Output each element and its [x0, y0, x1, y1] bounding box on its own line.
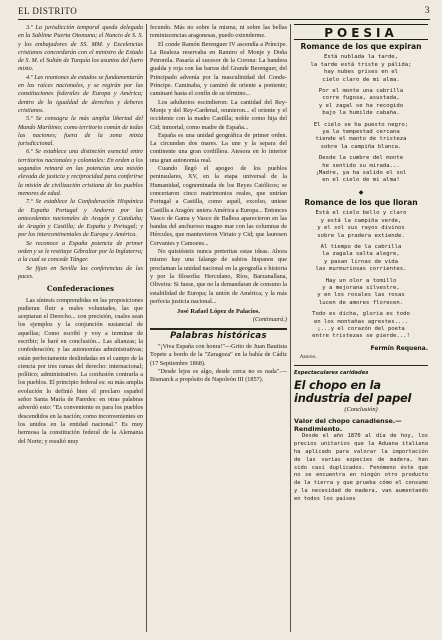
article-headline: El chopo en la industria del papel	[294, 377, 412, 405]
verse-line: y en los rosales las rosas	[317, 292, 405, 299]
verse-line: ¡...y el corazón del poeta	[317, 326, 405, 333]
diamond-ornament-icon: ◆	[358, 189, 364, 196]
verse-line: cielo claro de mi alma.	[322, 76, 400, 83]
stanza	[294, 278, 428, 308]
column-1	[18, 24, 143, 632]
verse-line: y está la campiña verde,	[320, 217, 402, 224]
verse-line: y el zagal se ha recogido	[318, 102, 404, 109]
stanza	[294, 54, 428, 84]
article-paragraph: fecundo. Más no sobre la misma, ni sobre las bellas reminiscencias aragonesas, puedo extenderme.	[150, 24, 287, 40]
poem-2-title: Romance de los que lloran	[304, 198, 418, 208]
verse-line: tiende el manto de tristeza	[315, 136, 407, 143]
article-paragraph: Cuando llegó el apogeo de los pueblos peninsulares, XV, en la etapa universal de la Humanidad, cognominada de los Reyes Católicos; se concertaron cinco matrimonios reales, que unirían Portugal a Castilla, como aquél, excelso, uniese Castilla a Aragón: uniera América a Europa... Entonces Vasco de Gama y Vasco de Balboa aparecieron en las bandas del anchuroso magno mar con las columnas de Hércules, que mantuvieron Viriato y Cid; que lauresen Cervantes y Camoens...	[150, 165, 287, 247]
verse-line: ya la tempestad cercana	[322, 128, 400, 135]
verse-line: Por el monte una cabrilla	[318, 87, 404, 94]
article-lead: Valor del chopo canadiense.—Rendimiento.	[294, 417, 402, 434]
verse-line: la zagala salta alegre,	[322, 251, 400, 258]
verse-line: Desde la cumbre del monte	[318, 155, 404, 162]
stanza	[294, 122, 428, 152]
verse-line: Está el cielo bello y claro	[315, 210, 407, 217]
verse-line: y a mejorana silvestre,	[322, 285, 400, 292]
historic-quote: "¡Viva España con honra!"—Grito de Juan Bautista Topete a bordo de la "Zaragoza" en la bahía de Cádiz (17 Septiembre 1868).	[150, 342, 287, 367]
proposition-3: 3.º La jurisdicción temporal queda delegada en la Sublime Puerta Otomana; el Nuncio de S. S. y los embajadores de SS. MM. y Excelencias cristianos concordarán con el ministro de Estado de S. M. el Sultán de Turquía los asuntos del fuero mixto.	[18, 24, 143, 73]
poem-1-title: Romance de los que expiran	[300, 42, 422, 51]
verse-line: sobre la pradera extiende.	[317, 232, 405, 239]
stanza	[294, 155, 428, 185]
verse-line: en el cielo de mi alma!	[322, 177, 400, 184]
article-body: Desde el año 1870 al día de hoy, los precios unitarios que la Aduana italiana ha aplicado para valorar la importación de las varias especies de madera, han sido casi duplicados. Fenómeno éste que no se encuentra en ningún otro producto de la tierra y que prueba cómo el consumo y la necesidad de madera, van aumentando en todos los países	[294, 433, 428, 502]
column-divider	[146, 24, 147, 632]
article-subhead: (Conclusión)	[344, 405, 378, 413]
verse-line: entre tristezas se pierde...!	[312, 333, 410, 340]
poesia-banner	[294, 24, 428, 40]
column-divider	[290, 24, 291, 632]
poem-place: Azores.	[300, 355, 317, 361]
verse-line: en los montañas agrestes....	[313, 318, 409, 325]
header-rule	[18, 19, 430, 20]
article-paragraph: El conde Ramón Berenguer IV ascendía a Príncipe. La Realeza reservaba en Ramiro el Monje y Doña Petronila. Pasaría al sucesor de la Corona: La bandera gualda y roja con las barras del Grande Berenguer, del Principado advenía por la masculinidad del Conde-Príncipe. Caminaba, y caminó de oriente a poniente; caminaré hasta el confín de su término...	[150, 40, 287, 98]
article-paragraph: No quisiésteis nunca preteritas estas ideas. Ahora mismo hay una falange de sabios hispanos que proclaman la unidad nacional en la geografía e historia y por la filosofía: Herculano, Ríos, Barzanallana, Oliveira: Si fuese, que no la demandaran de consuno la estabilidad de Europa; la unión de América; y la más perfecta justicia nacional...	[150, 248, 287, 305]
verse-line: y el sol sus rayos divinos	[317, 225, 405, 232]
stanza	[294, 88, 428, 118]
verse-line: y pasan lirnas de vida	[323, 258, 399, 265]
verse-line: corre fugosa, asustada,	[322, 95, 400, 102]
article-kicker: Espectaculares caridades	[294, 370, 369, 377]
page-number: 3	[424, 6, 430, 16]
masthead-title: EL DISTRITO	[18, 6, 78, 16]
verse-line: Al tiempo de la cabrilla	[320, 244, 402, 251]
poet-signature: Fermín Requena.	[370, 344, 428, 352]
section-divider	[294, 365, 428, 366]
author-signature: José Rafael López de Palacios.	[177, 308, 260, 316]
verse-line: Todo es dicha, gloria es todo	[312, 311, 410, 318]
proposition-5: 5.º Se consagra la más amplia libertad del Mundo Marítimo; como territorio común de todas las naciones; fuera de la zona mixta jurisdiccional.	[18, 115, 143, 148]
proposition-7: 7.º Se establece la Confederación Hispánica de España Portugal y Andorra por las antecedentes nacionales de Aragón y Cataluña; de Aragón y Castilla; de España y Portugal; y por los intercontinentales de Europa y América.	[18, 198, 143, 239]
stanza	[294, 244, 428, 274]
verse-line: ¡Madre, ya ha salido el sol	[315, 169, 407, 176]
confederaciones-body: Las síntesis comprendidas en las proposiciones pudieran fluir a reales voluntades, las que aceptaran el Derecho... con precisión, cuales sean los ejemplos y la conjunción sustancial de aquellas; Como escribí y voy a terminar de escribir; le haré en conclusión... Las alianzas; la confederación; y las autonomías administrativas; están perfectamente deslindadas en el campo de la ciencia por tres ramas del derecho: internacional; político; administrativo. La confusión contrarla a los pueblos. El principio federal es: su más amplia evolución lo definió bien el preclaro español señor Santa María de Paredes: en otras palabras adverdó esto: "Es conveniente es para los pueblos descendidos en la nación; como inconvenientes en los unidos en la entidad nacional." Es muy hermosa la constitución federal de la Alemania del Norte; y resultó muy	[18, 296, 143, 445]
verse-line: bajo la humilde cabaña.	[322, 110, 400, 117]
stanza	[294, 311, 428, 341]
verse-line: El cielo se ha puesto negro;	[313, 121, 409, 128]
palabras-historicas-title: Palabras históricas	[170, 330, 267, 341]
column-2	[150, 24, 287, 632]
poesia-title: POESIA	[324, 26, 398, 40]
verse-line: hay nubes grises en el	[323, 69, 399, 76]
proposition-gibraltar: Se reconoce a España potencia de primer orden y se le restituye Gibraltar por la Inglaterra; a la cual se concede Tánger.	[18, 239, 143, 264]
verse-line: he sentido su mirada...	[322, 162, 400, 169]
column-3	[294, 24, 428, 632]
page-header	[18, 6, 430, 20]
verse-line: las murmuriosas corrientes.	[315, 266, 407, 273]
verse-line: lucen de amores florecen.	[318, 299, 404, 306]
historic-quote: "Desde lejos es algo, desde cerca no es nada".—Bismarck a propósito de Napoleón III (1857).	[150, 367, 287, 384]
proposition-6: 6.º Se establece una distinción esencial entre territorios nacionales y coloniales: En orden a los segundos reinará en las potencias una misión elevada de justicia y reciprocidad para conferirse la misión de civilización cristiana de los pueblos menores de edad.	[18, 148, 143, 197]
section-divider	[150, 328, 287, 330]
verse-line: sobre la campiña blanca.	[320, 143, 402, 150]
continued-note: (Continuará.)	[252, 316, 287, 324]
verse-line: Hay un olor a tomillo	[325, 277, 397, 284]
poem-1	[294, 54, 428, 185]
article-paragraph: España es una unidad geográfica de primer orden. La circundan dos mares. La une y la separa del continente una gran cordillera. Atesora en lo interior una gran autonomía real.	[150, 131, 287, 164]
stanza	[294, 210, 428, 240]
verse-line: la tarde está triste y pálida;	[310, 61, 412, 68]
verse-line: Está nublada la tarde,	[323, 54, 399, 61]
proposition-sevilla: Se fijan en Sevilla las conferencias de las paces.	[18, 264, 143, 280]
proposition-4: 4.º Las reuniones de estados se fundamentarán en las raíces nacionales, y se regirán por las constituciones federales de Europa y América; dentro de la igualdad de derechos y deberes cristianos.	[18, 73, 143, 114]
section-title-confederaciones: Confederaciones	[46, 284, 115, 294]
poem-2	[294, 210, 428, 341]
article-paragraph: Los adulterios escindieron: La cantidad del Rey-Monje y del Rey-Cardenal, reunieron... el oriente y el occidente con la madre Castilla; noble como hija del Cid; inmortal, como madre de España...	[150, 98, 287, 131]
